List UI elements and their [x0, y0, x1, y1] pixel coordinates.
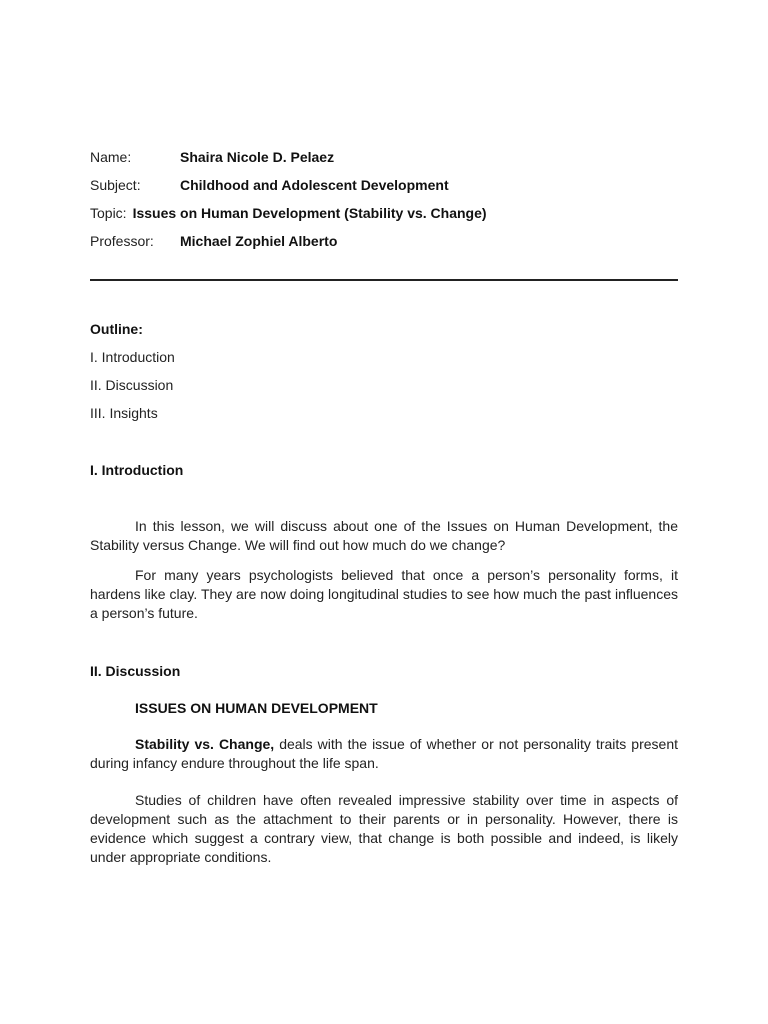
introduction-paragraph: In this lesson, we will discuss about one of the Issues on Human Development, the Stability versus Change. We will find out how much do we change?: [90, 518, 678, 553]
header-divider: [90, 279, 678, 281]
stability-definition: deals with the issue of whether or not personality traits present during infancy endure throughout the life span.: [90, 736, 678, 771]
stability-term: Stability vs. Change,: [135, 736, 275, 752]
topic-value: Issues on Human Development (Stability vs. Change): [132, 205, 487, 221]
topic-label: Topic:: [90, 205, 127, 221]
topic-row: [90, 203, 690, 231]
subject-label: Subject:: [90, 177, 141, 193]
introduction-heading: I. Introduction: [90, 462, 184, 478]
subject-row: [90, 175, 690, 203]
studies-paragraph: Studies of children have often revealed impressive stability over time in aspects of development such as the attachment to their parents or in personality. However, there is evidence which suggest a contrary view, that change is both possible and indeed, is likely under appropriate conditions.: [90, 792, 678, 865]
subject-value: Childhood and Adolescent Development: [180, 177, 449, 193]
name-label: Name:: [90, 149, 132, 165]
document-header: [90, 147, 690, 259]
professor-label: Professor:: [90, 233, 154, 249]
outline-title: Outline:: [90, 321, 143, 337]
outline-item: II. Discussion: [90, 377, 174, 393]
outline-item: I. Introduction: [90, 349, 175, 365]
discussion-heading: II. Discussion: [90, 663, 181, 679]
discussion-subheading: ISSUES ON HUMAN DEVELOPMENT: [135, 700, 378, 716]
introduction-paragraph: For many years psychologists believed that once a person’s personality forms, it hardens like clay. They are now doing longitudinal studies to see how much the past influences a person’s future.: [90, 567, 678, 621]
professor-value: Michael Zophiel Alberto: [180, 233, 338, 249]
outline-section: [90, 319, 680, 431]
professor-row: [90, 231, 690, 259]
name-row: [90, 147, 690, 175]
stability-paragraph: [90, 735, 678, 773]
name-value: Shaira Nicole D. Pelaez: [180, 149, 335, 165]
outline-item: III. Insights: [90, 405, 158, 421]
